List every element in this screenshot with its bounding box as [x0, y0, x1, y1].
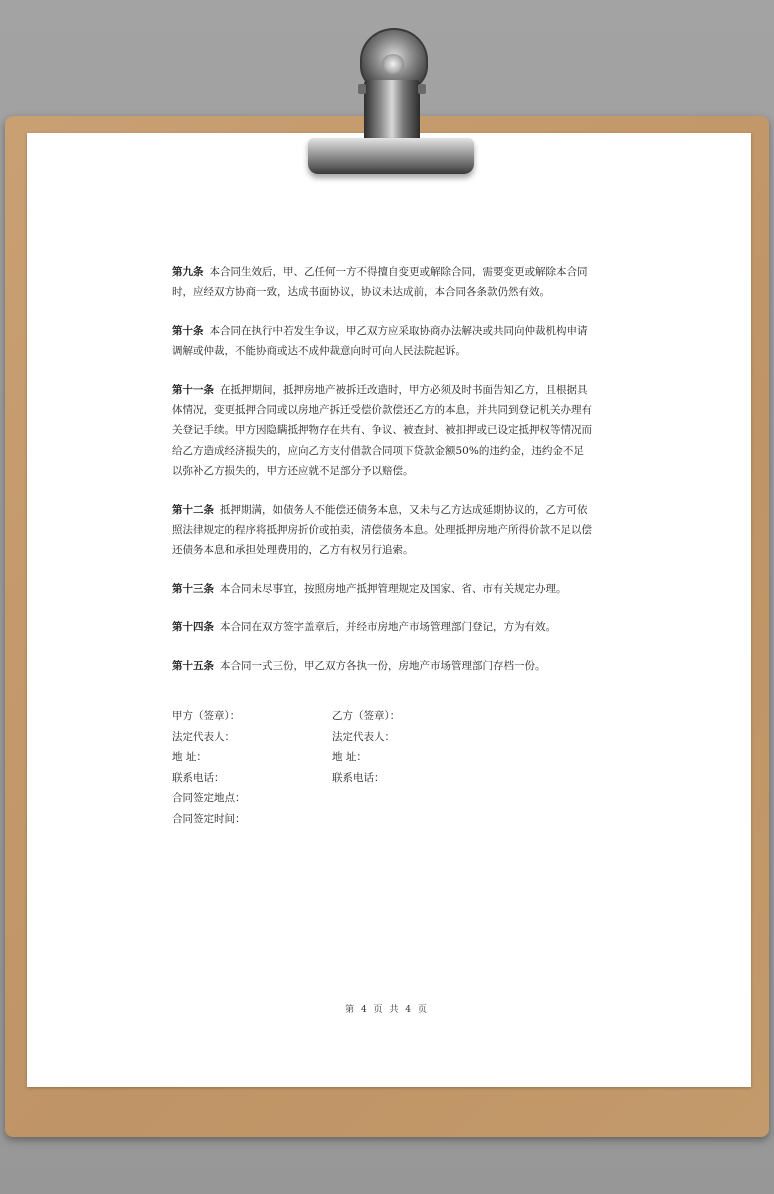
- contract-articles: [172, 262, 592, 694]
- party-a-phone-label: 联系电话：: [172, 771, 225, 784]
- signing-place-label: 合同签定地点：: [172, 792, 246, 804]
- signature-row: [172, 706, 592, 727]
- article-14: [172, 617, 592, 637]
- clip-base: [308, 138, 474, 174]
- signature-row: [172, 788, 592, 809]
- party-a-address-label: 地 址：: [172, 751, 207, 763]
- signature-block: [172, 706, 592, 829]
- article-9: [172, 262, 592, 303]
- article-11: [172, 380, 592, 482]
- party-b-phone-label: 联系电话：: [332, 771, 385, 784]
- article-text: 本合同一式三份，甲乙双方各执一份，房地产市场管理部门存档一份。: [220, 659, 546, 672]
- party-b-seal-label: 乙方（签章）：: [332, 710, 401, 722]
- article-label: 第十四条: [172, 621, 214, 634]
- article-label: 第十一条: [172, 383, 214, 396]
- party-b-representative-label: 法定代表人：: [332, 730, 395, 743]
- page-number: 第 4 页 共 4 页: [345, 1005, 429, 1015]
- article-label: 第十三条: [172, 582, 214, 595]
- signature-row: [172, 768, 592, 789]
- article-text: 本合同生效后，甲、乙任何一方不得擅自变更或解除合同，需要变更或解除本合同时，应经双方协商一致，达成书面协议，协议未达成前，本合同各条款仍然有效。: [172, 266, 588, 299]
- signature-row: [172, 727, 592, 748]
- signature-row: [172, 809, 592, 830]
- party-a-representative-label: 法定代表人：: [172, 730, 235, 743]
- party-b-address-label: 地 址：: [332, 751, 367, 763]
- signing-time-label: 合同签定时间：: [172, 812, 246, 825]
- article-10: [172, 321, 592, 362]
- clip-pin-left: [358, 84, 366, 94]
- article-text: 本合同未尽事宜，按照房地产抵押管理规定及国家、省、市有关规定办理。: [220, 582, 567, 595]
- article-12: [172, 500, 592, 561]
- clip-hole: [382, 54, 404, 74]
- article-label: 第十五条: [172, 659, 214, 672]
- article-text: 本合同在执行中若发生争议，甲乙双方应采取协商办法解决或共同向仲裁机构申请调解或仲裁，不能协商或达不成仲裁意向时可向人民法院起诉。: [172, 324, 588, 358]
- article-text: 本合同在双方签字盖章后，并经市房地产市场管理部门登记，方为有效。: [220, 621, 556, 634]
- article-13: [172, 579, 592, 599]
- article-label: 第九条: [172, 266, 204, 278]
- article-text: 抵押期满，如债务人不能偿还债务本息，又未与乙方达成延期协议的，乙方可依照法律规定的程序将抵押房折价或拍卖，清偿债务本息。处理抵押房地产所得价款不足以偿还债务本息和承担处理费用的，乙方有权另行追索。: [172, 503, 592, 557]
- article-text: 在抵押期间，抵押房地产被拆迁改造时，甲方必须及时书面告知乙方，且根据具体情况，变更抵押合同或以房地产拆迁受偿价款偿还乙方的本息，并共同到登记机关办理有关登记手续。甲方因隐瞒抵押物存在共有、争议、被查封、被扣押或已设定抵押权等情况而给乙方造成经济损失的，应向乙方支付借款合同项下贷款金额50%的违约金，违约金不足以弥补乙方损失的，甲方还应就不足部分予以赔偿。: [172, 383, 592, 478]
- signature-row: [172, 747, 592, 768]
- clip-pin-right: [418, 84, 426, 94]
- binder-clip-icon: [300, 20, 480, 180]
- article-label: 第十条: [172, 324, 204, 337]
- article-label: 第十二条: [172, 503, 214, 516]
- article-15: [172, 656, 592, 676]
- party-a-seal-label: 甲方（签章）：: [172, 710, 241, 722]
